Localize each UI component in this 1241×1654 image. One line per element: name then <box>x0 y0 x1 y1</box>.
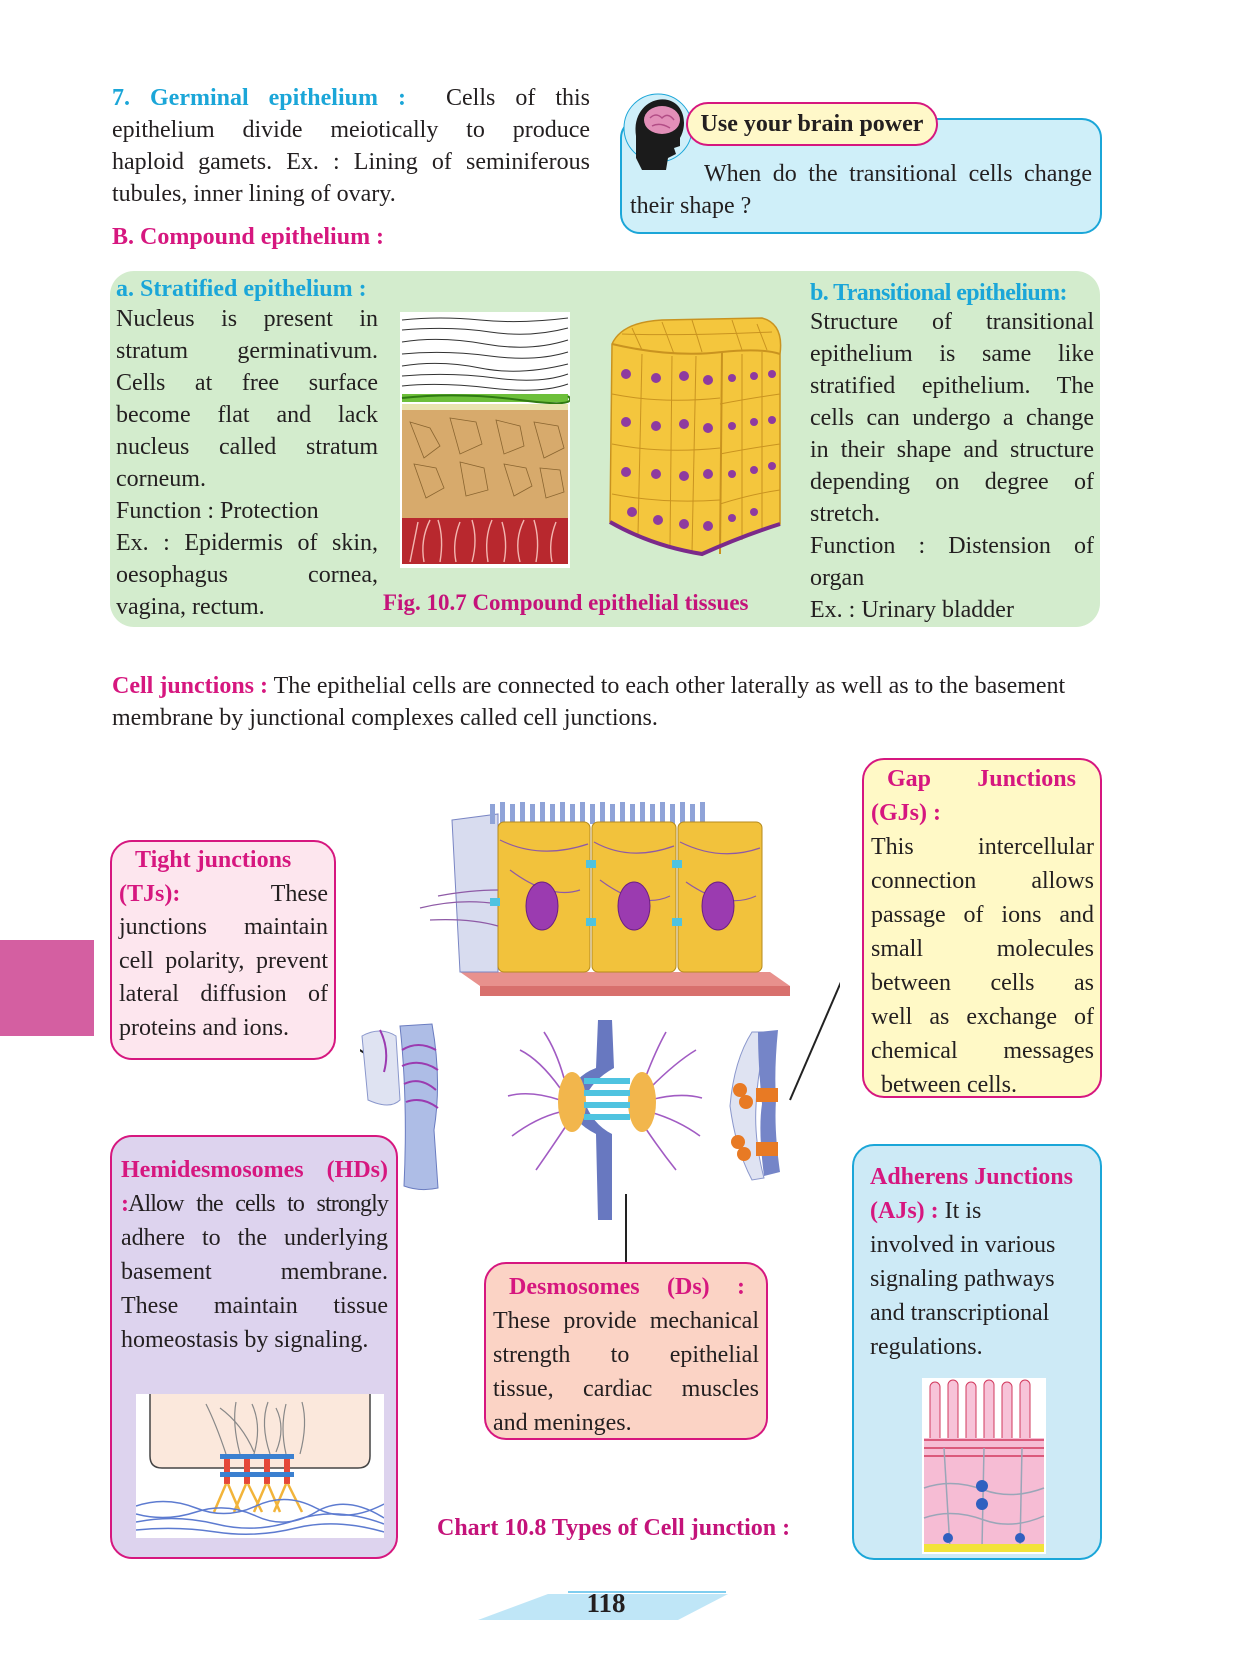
brain-power-title: Use your brain power <box>686 102 938 146</box>
adherens-junction-illustration <box>922 1378 1046 1554</box>
tight-junctions-title: Tight junctions <box>135 847 292 873</box>
transitional-line: epithelium is same like <box>810 341 1094 367</box>
gap-junctions-line: between cells as <box>871 970 1094 996</box>
stratified-line: nucleus called stratum <box>116 434 378 460</box>
tight-junctions-line: cell polarity, prevent <box>119 947 328 974</box>
tight-junctions-line: junctions maintain <box>119 914 328 940</box>
transitional-body <box>810 306 1094 626</box>
stratified-line: become flat and lack <box>116 402 378 428</box>
adherens-junctions-line: signaling pathways <box>870 1266 1055 1292</box>
tight-junctions-box <box>110 840 336 1060</box>
germinal-line3: haploid gamets. Ex. : Lining of seminiferous <box>112 149 590 175</box>
adherens-junctions-title: Adherens Junctions <box>870 1164 1073 1190</box>
germinal-heading: 7. Germinal epithelium : <box>112 85 406 111</box>
tight-junctions-line: proteins and ions. <box>119 1014 289 1041</box>
germinal-line2: epithelium divide meiotically to produce <box>112 117 590 143</box>
adherens-junctions-line2-text: It is <box>944 1198 982 1224</box>
transitional-epithelium-illustration <box>592 314 792 562</box>
chapter-side-tab <box>0 940 94 1036</box>
adherens-junctions-line: and transcriptional <box>870 1300 1050 1326</box>
stratified-line: corneum. <box>116 466 206 492</box>
stratified-body <box>116 303 378 623</box>
adherens-junctions-line: regulations. <box>870 1334 983 1360</box>
transitional-line: Structure of transitional <box>810 309 1094 335</box>
brain-power-question: When do the transitional cells change their shape ? <box>630 161 1092 219</box>
transitional-line: organ <box>810 565 865 591</box>
adherens-junctions-abbr: (AJs) : <box>870 1198 939 1224</box>
stratified-line: Nucleus is present in <box>116 306 378 332</box>
transitional-title: b. Transitional epithelium: <box>810 280 1067 306</box>
hemidesmosomes-line: basement membrane. <box>121 1259 388 1285</box>
stratified-line: Function : Protection <box>116 498 319 524</box>
adherens-junctions-line <box>870 1194 1092 1228</box>
stratified-line: Cells at free surface <box>116 370 378 396</box>
desmosomes-box <box>484 1262 768 1440</box>
tight-junctions-line <box>119 878 328 912</box>
germinal-line1: Cells of this <box>445 85 590 111</box>
transitional-line: Ex. : Urinary bladder <box>810 597 1014 623</box>
gap-junctions-box <box>862 758 1102 1098</box>
cell-junctions-text: The epithelial cells are connected to each other laterally as well as to the basement membrane by junctional complexes called cell junctions. <box>112 673 1066 731</box>
transitional-line: in their shape and structure <box>810 437 1094 463</box>
hemidesmosomes-line: homeostasis by signaling. <box>121 1327 369 1353</box>
gap-junctions-title: Gap Junctions <box>887 766 1076 792</box>
figure-10-7-caption: Fig. 10.7 Compound epithelial tissues <box>383 590 749 615</box>
germinal-epithelium-paragraph <box>112 82 590 210</box>
gap-junctions-line: This intercellular <box>871 834 1094 860</box>
stratified-line: stratum germinativum. <box>116 338 378 364</box>
stratified-line: vagina, rectum. <box>116 594 265 620</box>
desmosomes-line: and meninges. <box>493 1410 632 1436</box>
hemidesmosomes-line <box>121 1187 388 1221</box>
hemidesmosomes-line: These maintain tissue <box>121 1293 388 1319</box>
desmosomes-line: tissue, cardiac muscles <box>493 1376 759 1402</box>
gap-junctions-line: well as exchange of <box>871 1004 1094 1030</box>
stratified-line: Ex. : Epidermis of skin, <box>116 530 378 556</box>
transitional-line: cells can undergo a change <box>810 405 1094 431</box>
cell-junctions-label: Cell junctions : <box>112 673 268 699</box>
gap-junctions-line: passage of ions and <box>871 902 1094 928</box>
transitional-line: depending on degree of <box>810 469 1094 495</box>
stratified-title: a. Stratified epithelium : <box>116 276 367 302</box>
page-number: 118 <box>586 1588 626 1618</box>
tight-junctions-abbr: (TJs): <box>119 880 181 907</box>
hemidesmosomes-line1-text: Allow the cells to strongly <box>128 1191 388 1217</box>
transitional-line: stratified epithelium. The <box>810 373 1094 399</box>
compound-epithelium-heading: B. Compound epithelium : <box>112 224 385 250</box>
gap-junctions-abbr: (GJs) : <box>871 800 941 826</box>
hemidesmosome-illustration <box>136 1394 384 1538</box>
hemidesmosomes-line: adhere to the underlying <box>121 1225 388 1251</box>
desmosomes-line: strength to epithelial <box>493 1342 759 1368</box>
hemidesmosomes-colon: : <box>121 1191 129 1217</box>
desmosomes-title: Desmosomes (Ds) : <box>509 1274 745 1300</box>
cell-junctions-paragraph <box>112 670 1102 734</box>
chart-10-8-caption: Chart 10.8 Types of Cell junction : <box>437 1515 791 1541</box>
tight-junctions-line2-text: These <box>270 880 328 907</box>
gap-junctions-line: chemical messages <box>871 1038 1094 1064</box>
gap-junctions-line: connection allows <box>871 868 1094 894</box>
gap-junctions-line: between cells. <box>881 1072 1017 1098</box>
adherens-junctions-line: involved in various <box>870 1232 1056 1258</box>
stratified-epithelium-illustration <box>400 312 570 568</box>
tight-junctions-line: lateral diffusion of <box>119 981 328 1007</box>
cell-junction-illustration <box>360 800 840 1270</box>
desmosomes-line: These provide mechanical <box>493 1308 759 1334</box>
germinal-line4: tubules, inner lining of ovary. <box>112 181 396 207</box>
gap-junctions-line: small molecules <box>871 936 1094 962</box>
hemidesmosomes-title: Hemidesmosomes (HDs) <box>121 1157 388 1183</box>
stratified-line: oesophagus cornea, <box>116 562 378 588</box>
transitional-line: stretch. <box>810 501 880 527</box>
transitional-line: Function : Distension of <box>810 533 1094 559</box>
